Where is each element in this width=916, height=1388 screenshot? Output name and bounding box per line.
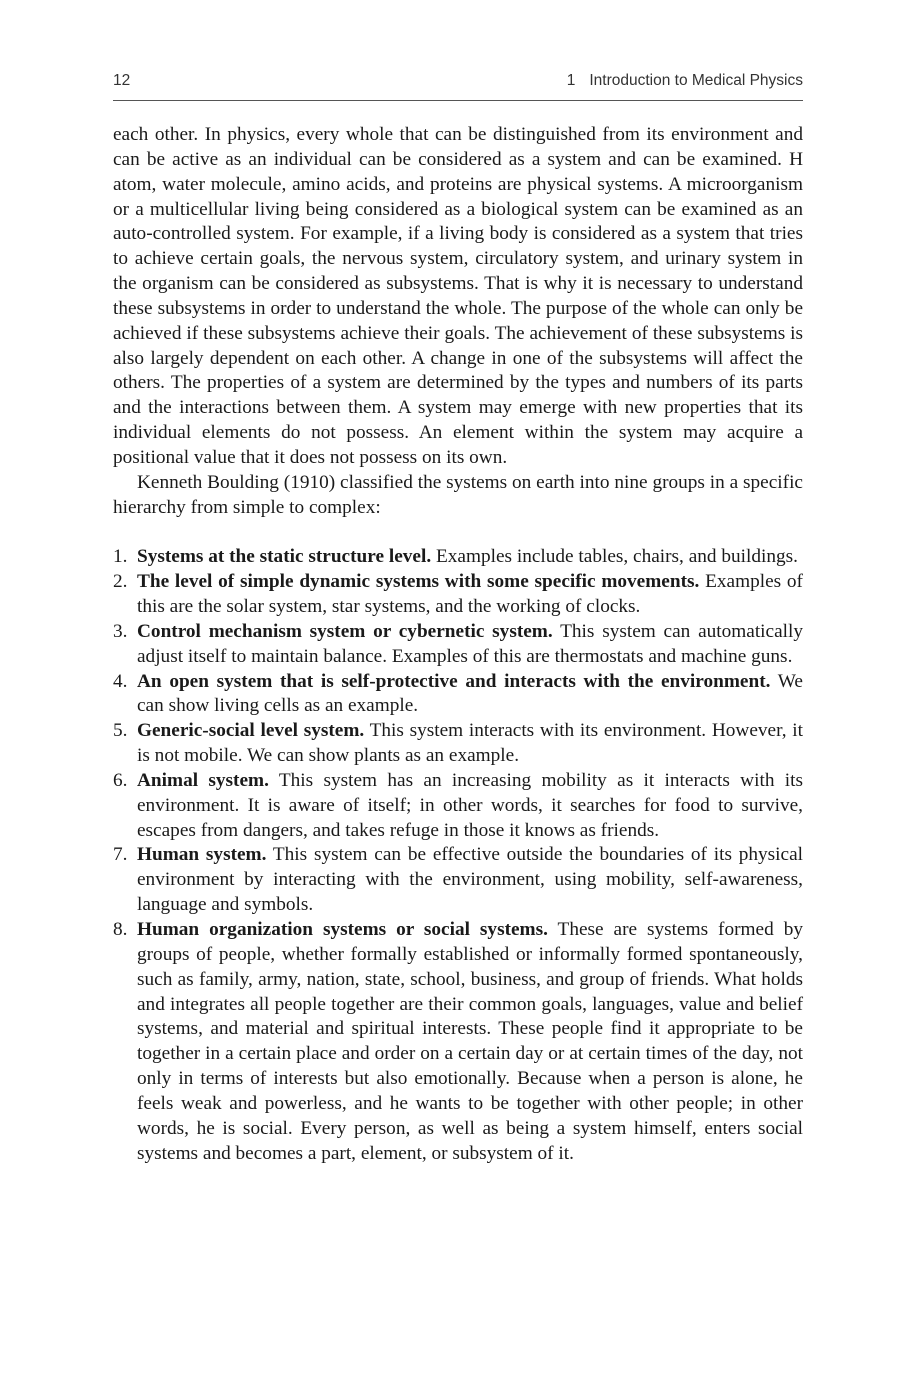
list-item bbox=[113, 843, 803, 918]
list-item bbox=[113, 545, 803, 570]
list-item bbox=[113, 769, 803, 844]
list-item-number: 6. bbox=[113, 769, 128, 791]
list-item-number: 2. bbox=[113, 571, 128, 593]
systems-list bbox=[113, 545, 803, 1166]
list-item-number: 3. bbox=[113, 620, 128, 642]
list-item-text: Examples of this are the solar system, star systems, and the working of clocks. bbox=[137, 571, 803, 618]
chapter-title: Introduction to Medical Physics bbox=[589, 72, 803, 89]
list-item-heading: Animal system. bbox=[137, 769, 269, 791]
list-item-text: This system can be effective outside the boundaries of its physical environment by interacting with the environment, using mobility, self-awareness, language and symbols. bbox=[137, 844, 803, 916]
list-item-number: 5. bbox=[113, 720, 128, 742]
list-item-heading: Human system. bbox=[137, 844, 267, 866]
list-item-heading: The level of simple dynamic systems with some specific movements. bbox=[137, 571, 700, 593]
list-item bbox=[113, 918, 803, 1166]
list-item bbox=[113, 620, 803, 670]
list-item-heading: Control mechanism system or cybernetic system. bbox=[137, 620, 553, 642]
paragraph: Kenneth Boulding (1910) classified the systems on earth into nine groups in a specific hierarchy from simple to complex: bbox=[113, 471, 803, 518]
list-item bbox=[113, 670, 803, 720]
chapter-heading bbox=[567, 72, 803, 90]
body-text bbox=[113, 123, 803, 1166]
paragraph: each other. In physics, every whole that can be distinguished from its environment and can be active as an individual can be considered as a system and can be examined. H atom, water molecule, amino acids, and proteins are physical systems. A microorganism or a multicellular living being considered as a biological system can be examined as an auto-controlled system. For example, if a living body is considered as a system that tries to achieve certain goals, the nervous system, circulatory system, and urinary system in the organism can be considered as subsystems. That is why it is necessary to understand these subsystems in order to understand the whole. The purpose of the whole can only be achieved if these subsystems achieve their goals. The achievement of these subsystems is also largely dependent on each other. A change in one of the subsystems will affect the others. The properties of a system are determined by the types and numbers of its parts and the interactions between them. A system may emerge with new properties that its individual elements do not possess. An element within the system may acquire a positional value that it does not possess on its own. bbox=[113, 124, 803, 468]
list-item bbox=[113, 719, 803, 769]
list-item-number: 8. bbox=[113, 919, 128, 940]
list-item-heading: Human organization systems or social systems. bbox=[137, 919, 548, 940]
list-item-text: Examples include tables, chairs, and buildings. bbox=[435, 546, 798, 568]
list-item-text: We can show living cells as an example. bbox=[137, 670, 803, 717]
page-number: 12 bbox=[113, 72, 131, 89]
list-item-text: This system can automatically adjust itself to maintain balance. Examples of this are thermostats and machine guns. bbox=[137, 620, 804, 667]
list-item bbox=[113, 570, 803, 620]
list-item-number: 1. bbox=[113, 546, 128, 568]
running-head bbox=[113, 70, 803, 101]
chapter-number: 1 bbox=[566, 72, 576, 89]
list-item-heading: An open system that is self-protective and interacts with the environment. bbox=[137, 670, 771, 692]
list-item-text: This system has an increasing mobility as it interacts with its environment. It is aware of itself; in other words, it searches for food to survive, escapes from dangers, and takes refuge in those it knows as friends. bbox=[137, 769, 803, 841]
list-item-number: 7. bbox=[113, 844, 128, 866]
list-item-text: These are systems formed by groups of people, whether formally established or informally formed spontaneously, such as family, army, nation, state, school, business, and group of friends. What holds and integrates all people together are their common goals, languages, value and belief systems, and material and spiritual interests. These people find it appropriate to be together in a certain place and order on a certain day or at certain times of the day, not only in terms of interests but also emotionally. Because when a person is alone, he feels weak and powerless, and he wants to be together with other people; in other words, he is social. Every person, as well as being a system himself, enters social systems and becomes a part, element, or subsystem of it. bbox=[137, 919, 803, 1164]
list-item-text: This system interacts with its environment. However, it is not mobile. We can show plants as an example. bbox=[137, 720, 803, 767]
list-item-heading: Generic-social level system. bbox=[137, 720, 365, 742]
list-item-heading: Systems at the static structure level. bbox=[137, 546, 432, 568]
list-item-number: 4. bbox=[113, 670, 128, 692]
